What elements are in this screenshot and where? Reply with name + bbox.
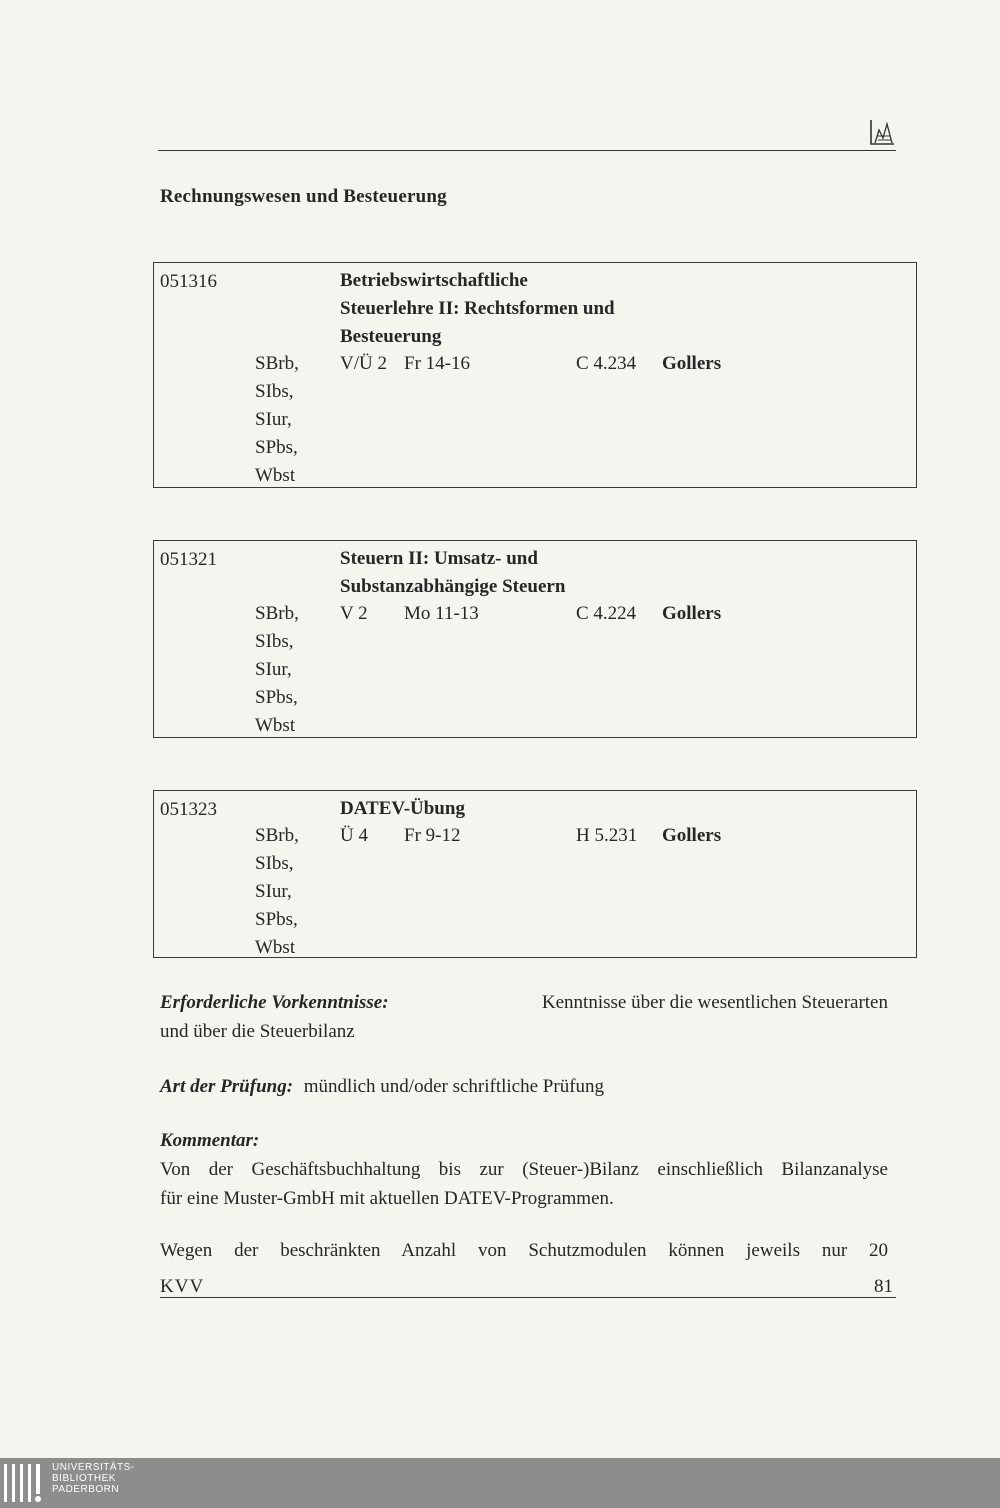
- course-programs: [255, 822, 299, 962]
- exam-text: mündlich und/oder schriftliche Prüfung: [303, 1076, 605, 1097]
- course-lecturer: Gollers: [662, 353, 722, 374]
- program-code: SPbs,: [255, 909, 298, 930]
- exam-label: Art der Prüfung:: [160, 1076, 294, 1097]
- course-id: 051321: [160, 549, 217, 570]
- course-title: [340, 545, 700, 601]
- footer-kvv: KVV: [160, 1276, 205, 1297]
- course-time: Mo 11-13: [404, 603, 479, 624]
- section-title: Rechnungswesen und Besteuerung: [160, 186, 447, 207]
- course-title-line: Besteuerung: [340, 326, 442, 347]
- header-rule: [158, 150, 896, 151]
- footer-rule: [160, 1297, 896, 1298]
- course-room: H 5.231: [576, 825, 638, 846]
- library-line: PADERBORN: [52, 1484, 120, 1495]
- course-title-line: Betriebswirtschaftliche: [340, 270, 528, 291]
- course-box-051321: [153, 540, 917, 738]
- course-programs: [255, 600, 299, 740]
- course-title-line: DATEV-Übung: [340, 798, 465, 819]
- course-type: Ü 4: [340, 825, 368, 846]
- program-code: SBrb,: [255, 825, 299, 846]
- course-lecturer: Gollers: [662, 603, 722, 624]
- course-id: 051316: [160, 271, 217, 292]
- program-code: SBrb,: [255, 353, 299, 374]
- comment-line1: Von der Geschäftsbuchhaltung bis zur (Steuer-)Bilanz einschließlich Bilanzanalyse: [160, 1159, 888, 1180]
- program-code: SIbs,: [255, 631, 294, 652]
- program-code: SIbs,: [255, 381, 294, 402]
- library-bar: [0, 1458, 1000, 1508]
- course-type: V/Ü 2: [340, 353, 387, 374]
- course-box-051316: [153, 262, 917, 488]
- course-title-line: Steuerlehre II: Rechtsformen und: [340, 298, 615, 319]
- program-code: SIbs,: [255, 853, 294, 874]
- course-time: Fr 14-16: [404, 353, 470, 374]
- note-line: Wegen der beschränkten Anzahl von Schutzmodulen können jeweils nur 20: [160, 1240, 888, 1261]
- course-type: V 2: [340, 603, 368, 624]
- program-code: SBrb,: [255, 603, 299, 624]
- page-number: 81: [874, 1276, 893, 1297]
- course-title: [340, 267, 700, 351]
- course-title-line: Substanzabhängige Steuern: [340, 576, 566, 597]
- course-room: C 4.234: [576, 353, 637, 374]
- library-logo-icon: [4, 1464, 44, 1502]
- course-room: C 4.224: [576, 603, 637, 624]
- prerequisites-text-line1: Kenntnisse über die wesentlichen Steuerarten: [541, 992, 888, 1013]
- course-id: 051323: [160, 799, 217, 820]
- comment: [160, 1126, 888, 1213]
- program-code: SIur,: [255, 881, 292, 902]
- course-title-line: Steuern II: Umsatz- und: [340, 548, 538, 569]
- university-logo-icon: [868, 116, 896, 148]
- library-line: UNIVERSITÄTS-: [52, 1462, 135, 1473]
- library-name: [52, 1462, 135, 1495]
- prerequisites-label: Erforderliche Vorkenntnisse:: [160, 992, 389, 1013]
- program-code: Wbst: [255, 937, 296, 958]
- exam: [160, 1072, 888, 1101]
- program-code: SPbs,: [255, 687, 298, 708]
- course-title: [340, 795, 700, 823]
- course-box-051323: [153, 790, 917, 958]
- prerequisites: [160, 988, 888, 1046]
- course-programs: [255, 350, 299, 490]
- comment-line2: für eine Muster-GmbH mit aktuellen DATEV-Programmen.: [160, 1188, 614, 1209]
- course-time: Fr 9-12: [404, 825, 461, 846]
- comment-label: Kommentar:: [160, 1130, 260, 1151]
- program-code: Wbst: [255, 715, 296, 736]
- program-code: SPbs,: [255, 437, 298, 458]
- course-lecturer: Gollers: [662, 825, 722, 846]
- prerequisites-text-line2: und über die Steuerbilanz: [160, 1021, 355, 1042]
- program-code: SIur,: [255, 409, 292, 430]
- program-code: Wbst: [255, 465, 296, 486]
- library-line: BIBLIOTHEK: [52, 1473, 116, 1484]
- program-code: SIur,: [255, 659, 292, 680]
